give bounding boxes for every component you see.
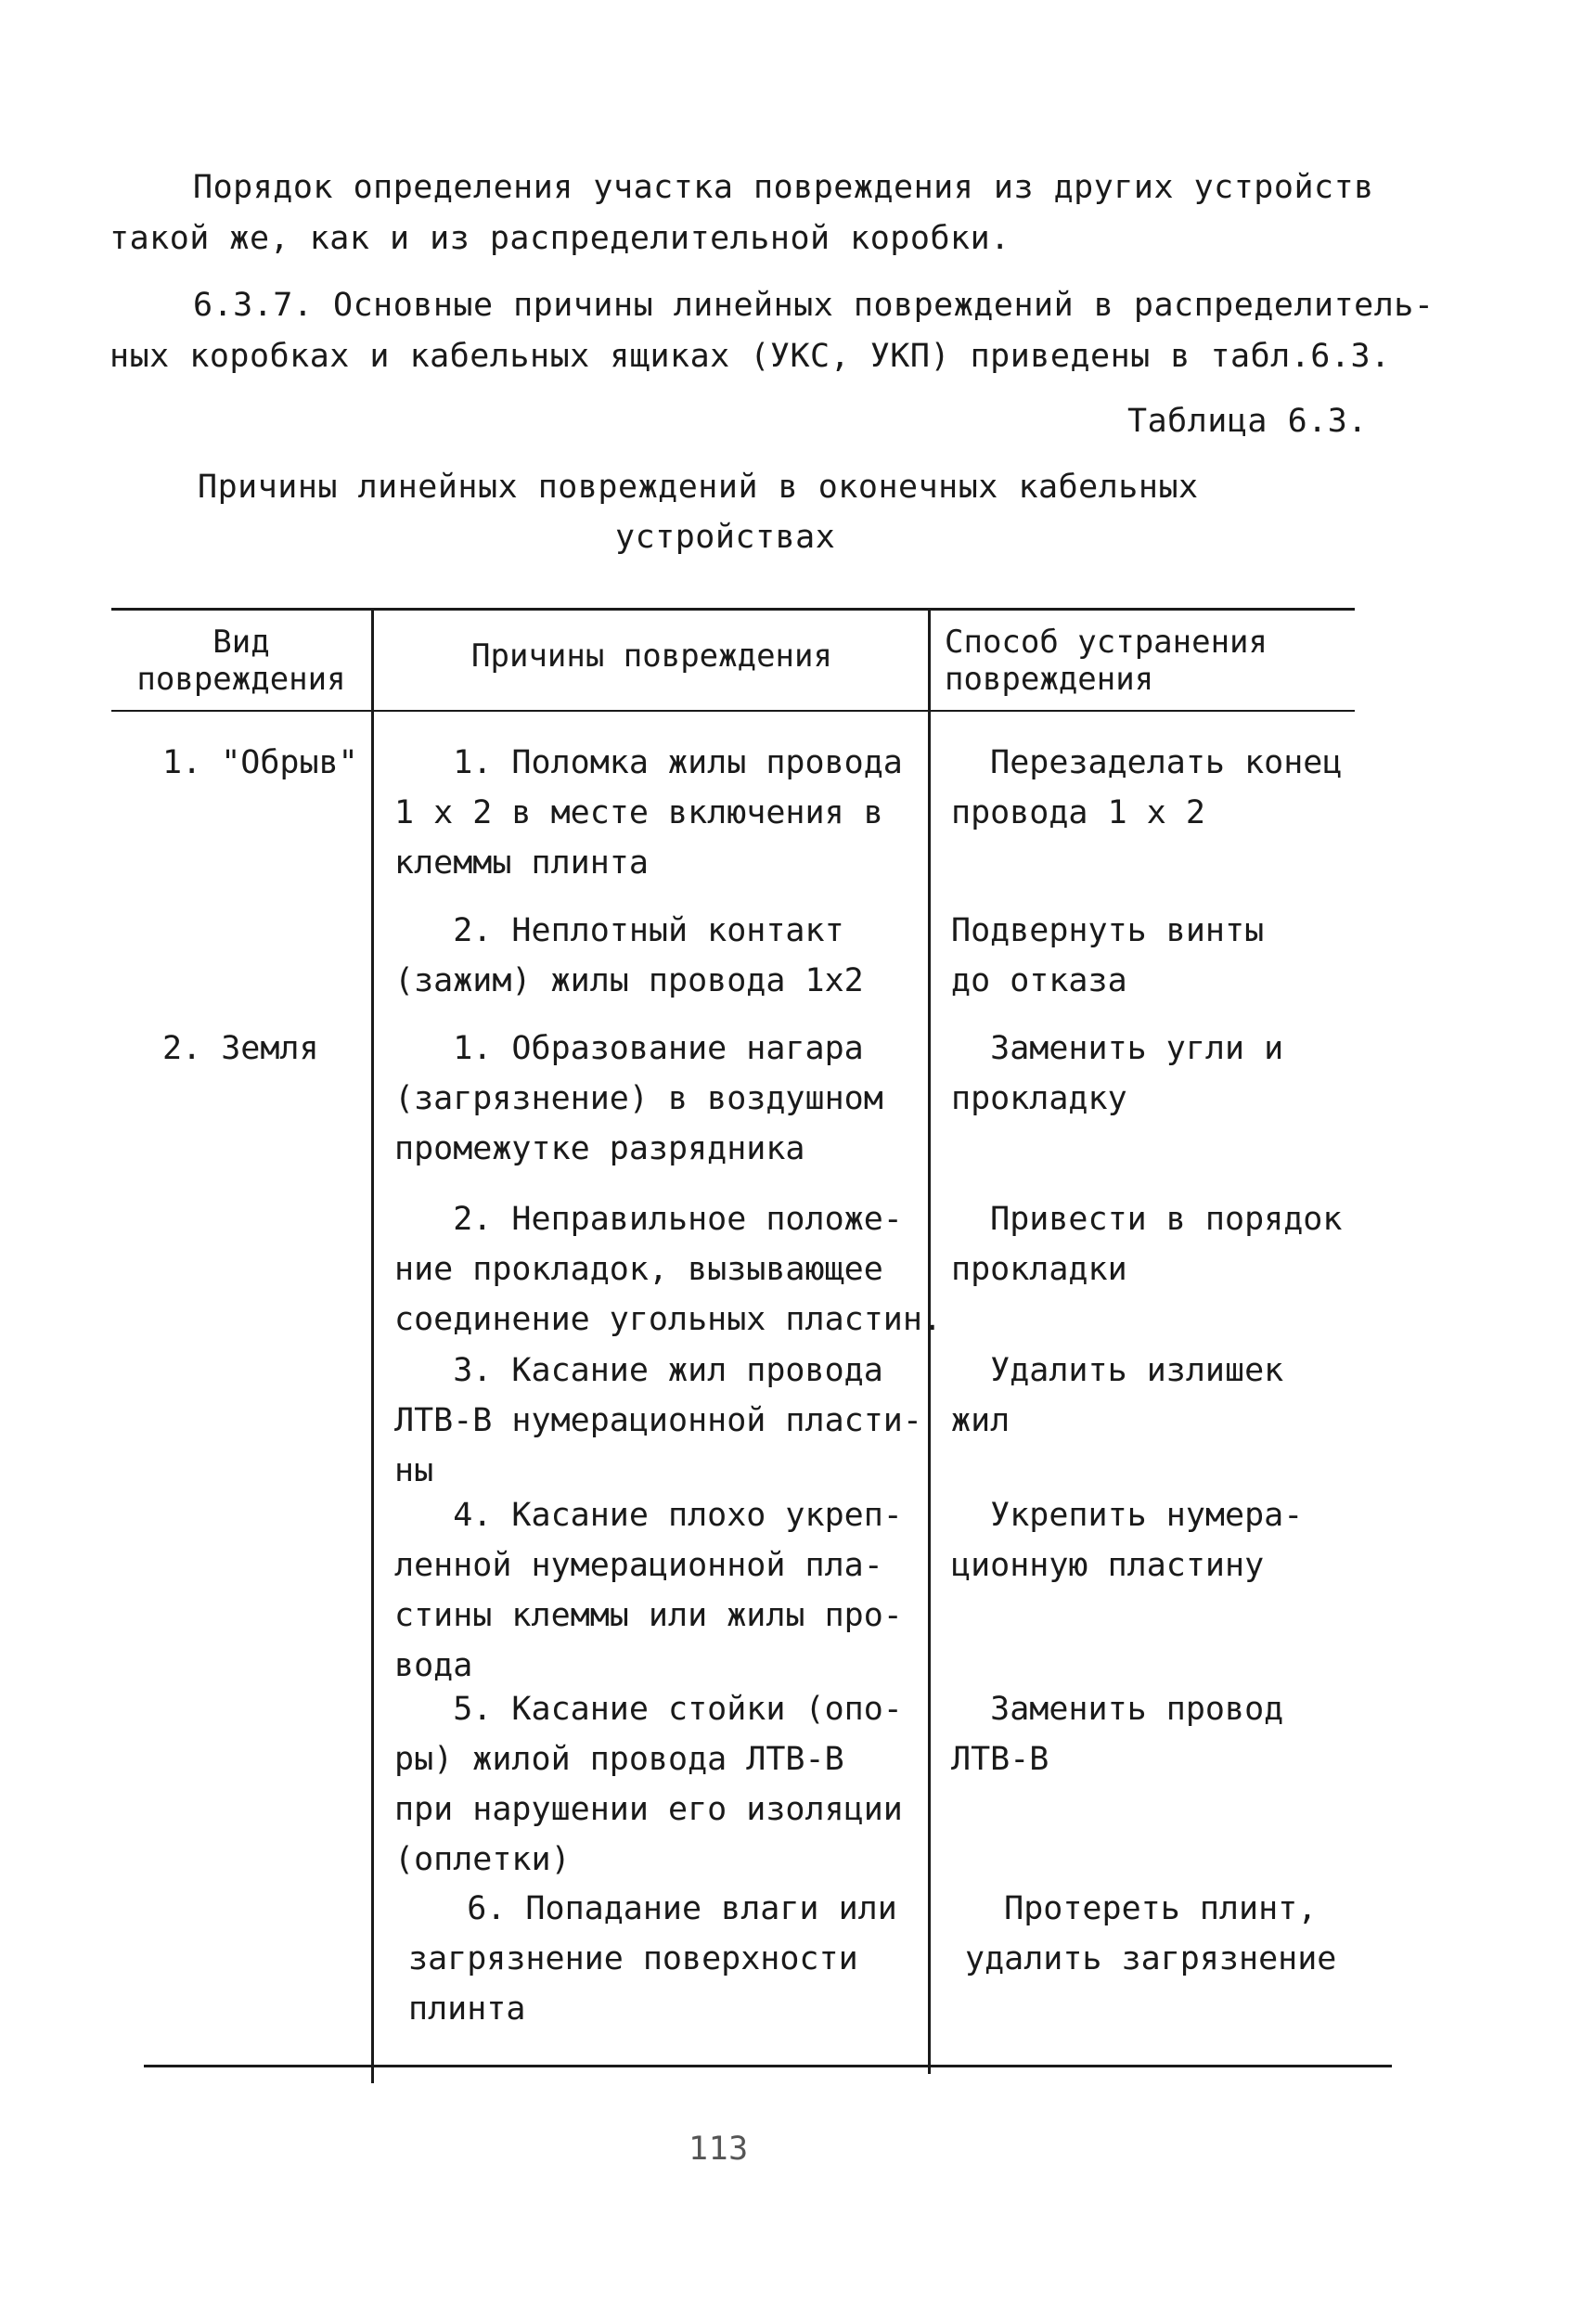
row-8-cause-line: загрязнение поверхности (408, 1940, 858, 1977)
row-7-cause-line: ры) жилой провода ЛТВ-В (394, 1741, 844, 1778)
intro-p2-line1: 6.3.7. Основные причины линейных повреждений в распределитель- (193, 287, 1435, 324)
row-3-cause-line: промежутке разрядника (394, 1130, 805, 1167)
table-title-line2: устройствах (615, 519, 836, 556)
row-3-remedy (951, 1024, 1283, 1124)
row-8-cause (408, 1884, 897, 2034)
row-1-remedy (951, 738, 1342, 838)
header-type-line1: Вид (212, 624, 270, 661)
row-1-remedy-line: Перезаделать конец (951, 744, 1343, 781)
row-6-cause-line: ленной нумерационной пла- (394, 1547, 883, 1584)
row-6-cause-line: 4. Касание плохо укреп- (394, 1497, 903, 1534)
row-3-cause (394, 1024, 883, 1174)
header-type-line2: повреждения (136, 661, 346, 698)
row-4-cause-line: ние прокладок, вызывающее (394, 1251, 883, 1288)
row-1-type: 1. "Обрыв" (162, 744, 358, 781)
row-7-cause-line: при нарушении его изоляции (394, 1791, 903, 1828)
row-5-remedy (951, 1346, 1283, 1446)
row-8-cause-line: 6. Попадание влаги или (408, 1890, 897, 1927)
row-4-remedy-line: Привести в порядок (951, 1201, 1343, 1238)
row-2-remedy (951, 906, 1264, 1006)
row-5-cause (394, 1346, 922, 1496)
row-3-type: 2. Земля (162, 1030, 319, 1067)
row-2-remedy-line: Подвернуть винты (951, 912, 1265, 949)
row-1-remedy-line: провода 1 х 2 (951, 794, 1205, 831)
row-8-remedy-line: удалить загрязнение (965, 1940, 1337, 1977)
row-8-remedy (965, 1884, 1336, 1984)
row-1-cause-line: 1. Поломка жилы провода (394, 744, 903, 781)
header-type (130, 624, 353, 698)
row-6-cause-line: вода (394, 1647, 473, 1684)
table-top-rule (111, 608, 1355, 611)
row-1-cause-line: клеммы плинта (394, 844, 649, 882)
row-5-remedy-line: жил (951, 1402, 1010, 1439)
row-2-cause-line: (зажим) жилы провода 1х2 (394, 962, 864, 999)
row-5-cause-line: 3. Касание жил провода (394, 1352, 883, 1389)
row-4-cause-line: соединение угольных пластин. (394, 1301, 943, 1338)
row-4-remedy (951, 1194, 1342, 1294)
header-remedy-line1: Способ устранения (945, 624, 1268, 661)
row-7-remedy (951, 1684, 1283, 1784)
row-7-cause-line: (оплетки) (394, 1841, 571, 1878)
row-3-remedy-line: Заменить угли и (951, 1030, 1284, 1067)
table-header-rule (111, 710, 1355, 712)
row-7-remedy-line: Заменить провод (951, 1691, 1284, 1728)
row-6-cause-line: стины клеммы или жилы про- (394, 1597, 903, 1634)
row-6-cause (394, 1490, 903, 1691)
row-2-cause-line: 2. Неплотный контакт (394, 912, 844, 949)
row-6-remedy (951, 1490, 1303, 1590)
row-3-cause-line: (загрязнение) в воздушном (394, 1080, 883, 1117)
row-3-remedy-line: прокладку (951, 1080, 1127, 1117)
header-remedy-line2: повреждения (945, 661, 1154, 698)
intro-p1-line1: Порядок определения участка повреждения из других устройств (193, 169, 1374, 206)
row-5-cause-line: ЛТВ-В нумерационной пласти- (394, 1402, 922, 1439)
header-remedy (945, 624, 1268, 698)
row-7-cause-line: 5. Касание стойки (опо- (394, 1691, 903, 1728)
row-6-remedy-line: Укрепить нумера- (951, 1497, 1304, 1534)
row-3-cause-line: 1. Образование нагара (394, 1030, 864, 1067)
row-2-cause (394, 906, 864, 1006)
row-2-remedy-line: до отказа (951, 962, 1127, 999)
row-7-remedy-line: ЛТВ-В (951, 1741, 1049, 1778)
row-4-remedy-line: прокладки (951, 1251, 1127, 1288)
intro-p2-line2: ных коробках и кабельных ящиках (УКС, УКП) приведены в табл.6.3. (109, 338, 1391, 375)
table-bottom-rule (144, 2065, 1392, 2067)
row-1-cause-line: 1 х 2 в месте включения в (394, 794, 883, 831)
page-number: 113 (689, 2131, 749, 2168)
table-title-line1: Причины линейных повреждений в оконечных кабельных (198, 469, 1199, 506)
row-5-cause-line: ны (394, 1452, 434, 1489)
header-cause: Причины повреждения (471, 637, 832, 675)
row-8-remedy-line: Протереть плинт, (965, 1890, 1318, 1927)
row-8-cause-line: плинта (408, 1990, 526, 2028)
row-4-cause (394, 1194, 942, 1345)
row-4-cause-line: 2. Неправильное положе- (394, 1201, 903, 1238)
row-7-cause (394, 1684, 903, 1885)
table-label: Таблица 6.3. (1127, 403, 1368, 440)
intro-p1-line2: такой же, как и из распределительной коробки. (109, 220, 1010, 257)
row-1-cause (394, 738, 903, 888)
row-6-remedy-line: ционную пластину (951, 1547, 1265, 1584)
table-column-divider-1 (371, 608, 374, 2083)
row-5-remedy-line: Удалить излишек (951, 1352, 1284, 1389)
